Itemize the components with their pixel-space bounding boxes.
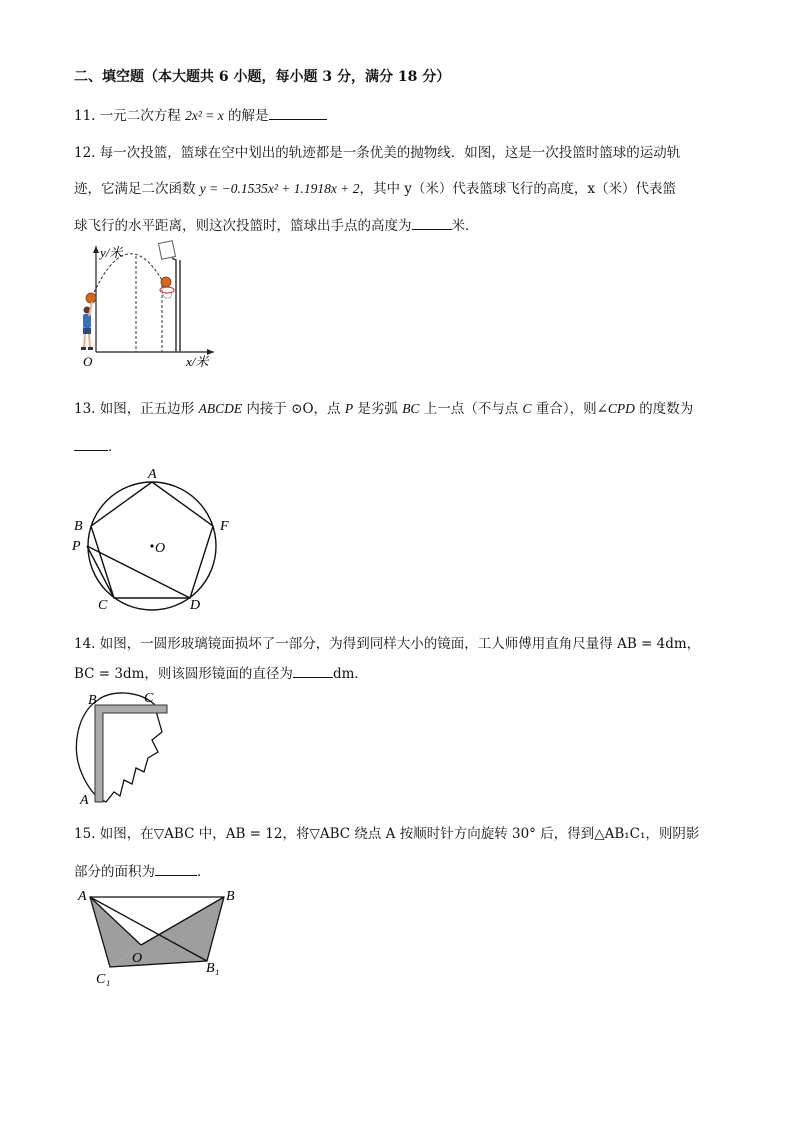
arc-name: BC	[402, 401, 420, 416]
origin-label: O	[83, 354, 93, 369]
label-b: B	[226, 889, 235, 904]
label-a: A	[78, 889, 87, 904]
question-12-line-1	[74, 141, 680, 161]
label-c1: C₁	[96, 972, 111, 987]
question-text: dm．	[332, 666, 368, 682]
question-text: 重合），则∠	[531, 401, 608, 417]
question-number: 11.	[74, 108, 96, 124]
pentagon	[91, 482, 213, 598]
question-text: ，其中 y（米）代表篮球飞行的高度，x（米）代表篮	[359, 181, 677, 197]
label-p: P	[72, 539, 81, 554]
backboard	[158, 241, 175, 260]
question-text: 米．	[451, 218, 479, 234]
question-text: 一元二次方程	[99, 108, 186, 124]
hoop-pole	[172, 258, 180, 352]
label-o: O	[132, 951, 143, 966]
question-15-line-1	[74, 822, 699, 842]
point-name: C	[522, 401, 532, 416]
basketball-at-release-icon	[86, 293, 96, 303]
segment-pd	[87, 546, 190, 598]
question-14-line-2	[74, 662, 368, 682]
broken-mirror-figure	[74, 688, 184, 808]
question-text: 迹，它满足二次函数	[74, 181, 200, 197]
question-text: 如图，一圆形玻璃镜面损坏了一部分，为得到同样大小的镜面，工人师傅用直角尺量得 AB = 4dm，	[99, 636, 701, 652]
y-axis-label: y/米	[100, 245, 123, 260]
question-number: 15.	[74, 826, 96, 842]
label-o: O	[155, 541, 166, 556]
question-13-line-1	[74, 397, 693, 417]
polygon-name: ABCDE	[198, 401, 243, 416]
question-number: 14.	[74, 636, 96, 652]
question-text: 部分的面积为	[74, 864, 155, 880]
question-text: BC = 3dm，则该圆形镜面的直径为	[74, 666, 293, 682]
question-text: 内接于 ⊙O，点	[242, 401, 345, 417]
label-c: C	[98, 598, 108, 613]
question-number: 12.	[74, 145, 96, 161]
label-f: F	[220, 519, 229, 534]
question-number: 13.	[74, 401, 96, 417]
player-icon	[81, 302, 93, 350]
question-text: 每一次投篮，篮球在空中划出的轨迹都是一条优美的抛物线．如图，这是一次投篮时篮球的运动轨	[99, 145, 681, 161]
question-text: 是劣弧	[353, 401, 403, 417]
question-text: 的解是	[223, 108, 269, 124]
question-text: ．	[108, 439, 122, 455]
question-text: 如图，在▽ABC 中，AB = 12，将▽ABC 绕点 A 按顺时针方向旋转 30° 后，得到△AB₁C₁，则阴影	[99, 826, 700, 842]
question-14-line-1	[74, 632, 700, 652]
answer-blank	[293, 665, 333, 678]
label-b1: B₁	[206, 961, 220, 976]
basketball-figure	[74, 240, 224, 375]
x-axis-label: x/米	[186, 354, 209, 369]
answer-blank	[412, 217, 452, 230]
question-12-line-3	[74, 214, 479, 234]
label-a: A	[148, 467, 157, 482]
question-15-line-2	[74, 860, 211, 880]
point-name: P	[344, 401, 354, 416]
label-c: C	[144, 691, 154, 706]
question-text: 上一点（不与点	[419, 401, 523, 417]
rotated-triangle-figure	[74, 884, 249, 989]
trajectory-curve	[92, 254, 162, 297]
answer-blank	[74, 438, 108, 451]
center-dot	[150, 544, 153, 547]
question-11	[74, 104, 327, 124]
label-b: B	[74, 519, 83, 534]
question-text: 如图，正五边形	[99, 401, 199, 417]
basketball-at-hoop-icon	[161, 277, 171, 287]
answer-blank	[155, 863, 197, 876]
question-text: 的度数为	[634, 401, 694, 417]
answer-blank	[269, 107, 327, 120]
section-title: 二、填空题（本大题共 6 小题，每小题 3 分，满分 18 分）	[74, 69, 451, 85]
label-a: A	[80, 793, 89, 808]
y-axis-arrow-icon	[93, 246, 99, 253]
question-12-line-2	[74, 177, 676, 197]
function-expression: y = −0.1535x² + 1.1918x + 2	[199, 181, 360, 196]
angle-name: CPD	[607, 401, 635, 416]
question-text: ．	[197, 864, 211, 880]
label-b: B	[88, 693, 97, 708]
equation: 2x² = x	[185, 108, 224, 123]
pentagon-circle-figure	[68, 462, 238, 612]
question-13-line-2	[74, 435, 122, 455]
question-text: 球飞行的水平距离，则这次投篮时，篮球出手点的高度为	[74, 218, 412, 234]
label-d: D	[190, 598, 201, 613]
